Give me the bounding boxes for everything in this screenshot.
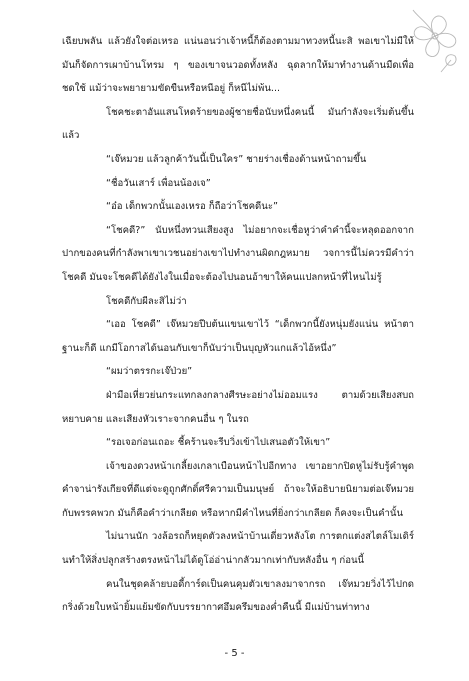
paragraph: ฝ่ามือเหี่ยวย่นกระแทกลงกลางศีรษะอย่างไม่ออมแรง ตามด้วยเสียงสบถหยาบคาย และเสียงหัวเราะจากคนอื่น ๆ ในรถ — [62, 389, 414, 425]
paragraph: คนในชุดคล้ายบอดี้การ์ดเป็นคนคุมตัวเขาลงมาจากรถ เจ๊หมวยวิ่งไว้ไปกดกริ่งด้วยใบหน้ายิ้มแย้มขัดกับบรรยากาศอึมครึมของค่ำคืนนี้ มีแม่บ้านท่าทาง — [62, 578, 414, 614]
page-number: - 5 - — [224, 648, 245, 659]
paragraph: “รอเจอก่อนเถอะ ชี้คร้านจะรีบวิ่งเข้าไปเสนอตัวให้เขา” — [106, 437, 331, 449]
paragraph: “อ๋อ เด็กพวกนั้นเองเหรอ ก็ถือว่าโชคดีนะ” — [106, 201, 278, 213]
paragraph: โชคชะตาอันแสนโหดร้ายของผู้ชายชื่อนับหนึ่งคนนี้ มันกำลังจะเริ่มต้นขึ้นแล้ว — [62, 106, 414, 142]
paragraph: เฉียบพลัน แล้วยังใจต่อเหรอ แน่นอนว่าเจ้าหนี้ก็ต้องตามมาทวงหนี้นะสิ พอเขาไม่มีให้ มันก็จัดการเผาบ้านโทรม ๆ ของเขาจนวอดทั้งหลัง ฉุดลากให้มาทำงานด้านมืดเพื่อชดใช้ แม้ว่าจะพยายามขัดขืนหรือหนีอยู่ ก็หนีไม่พ้น... — [62, 36, 414, 95]
paragraph: โชคดีกับผีละสิไม่ว่า — [106, 295, 187, 307]
paragraph: “เออ โชคดี” เจ๊หมวยปีบต้นแขนเขาไว้ “เด็กพวกนี้ยังหนุ่มยังแน่น หน้าตาฐานะก็ดี แกมีโอกาสได้นอนกับเขาก็นับว่าเป็นบุญหัวแกแล้วไอ้หนึ่ง” — [62, 319, 414, 354]
paragraph: เจ้าของดวงหน้าเกลี้ยงเกลาเบือนหน้าไปอีกทาง เขาอยากปิดหูไม่รับรู้คำพูดคำจาน่ารังเกียจที่ดีแต่จะดูถูกศักดิ์ศรีความเป็นมนุษย์ ถ้าจะให้อธิบายนิยามต่อเจ๊หมวยกับพรรคพวก มันก็คือคำว่าเกลียด หรือหากมีคำไหนที่ยิ่งกว่าเกลียด ก็คงจะเป็นคำนั้น — [62, 460, 414, 519]
paragraph: “ชื่อวันเสาร์ เพื่อนน้องเจ” — [106, 177, 211, 189]
paragraph: “โชคดี?” นับหนึ่งทวนเสียงสูง ไม่อยากจะเชื่อหูว่าคำคำนี้จะหลุดออกจากปากของคนที่กำลังพาเขาเวชนอย่างเขาไปทำงานผิดกฎหมาย วจการนี้ไม่ควรมีคำว่าโชคดี มันจะโชคดีได้ยังไงในเมื่อจะต้องไปนอนอ้าขาให้คนแปลกหน้าที่ไหนไม่รู้ — [62, 224, 414, 283]
paragraph: “เจ๊หมวย แล้วลูกค้าวันนี้เป็นใคร” ชายร่างเชื่องด้านหน้าถามขึ้น — [106, 153, 367, 165]
paragraph: “ผมว่าตรรกะเจ๊ป่วย” — [106, 366, 193, 378]
paragraph: ไม่นานนัก วงล้อรถก็หยุดตัวลงหน้าบ้านเดี่ยวหลังโต การตกแต่งสไตล์โมเดิร์นทำให้สิ่งปลูกสร้างตรงหน้าไม่ได้ดูโอ่อ่าน่ากลัวมากเท่ากับหลังอื่น ๆ ก่อนนี้ — [62, 531, 414, 567]
body-text — [62, 30, 414, 620]
